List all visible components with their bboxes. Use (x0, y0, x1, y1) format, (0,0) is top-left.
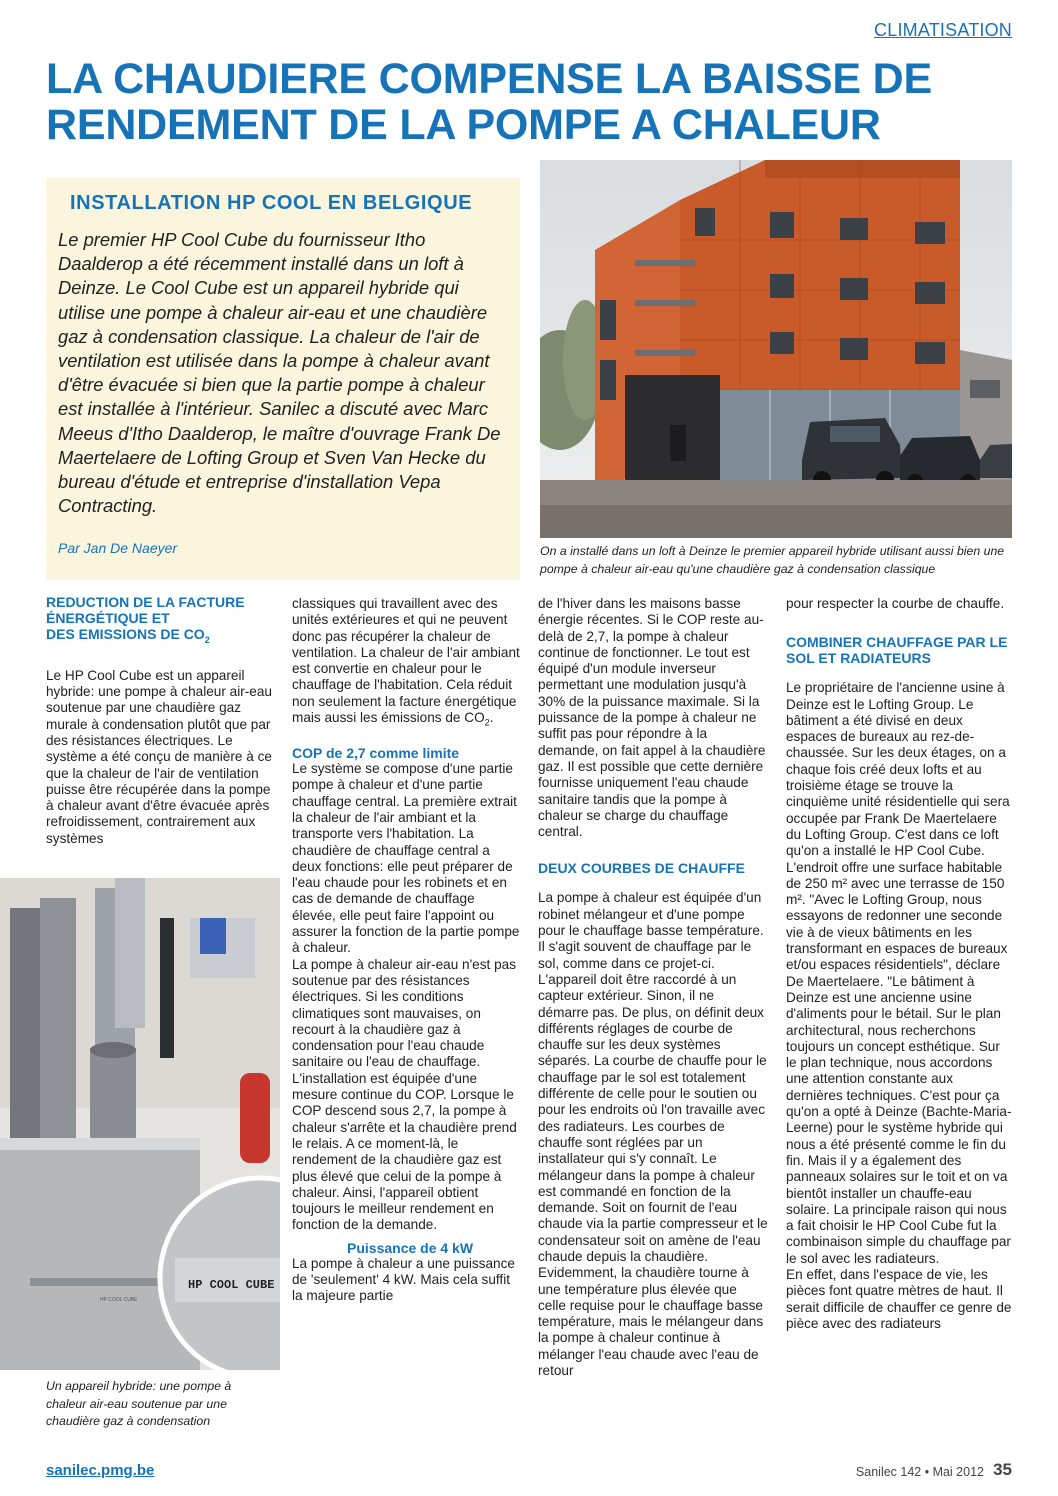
headline (46, 56, 1026, 148)
author-byline: Par Jan De Naeyer (58, 540, 178, 556)
col4-paragraph-2: Le propriétaire de l'ancienne usine à Deinze est le Lofting Group. Le bâtiment a été divisé en deux espaces de bureaux au rez-de-chaussée. Sur les deux étages, on a chaque fois créé deux lofts et au troisième étage se trouve la cinquième unité résidentielle qui sera occupée par Frank De Maertelaere du Lofting Group. C'est dans ce loft qu'on a installé le HP Cool Cube. L'endroit offre une surface habitable de 250 m² avec une terrasse de 150 m². "Avec le Lofting Group, nous essayons de redonner une seconde vie à de vieux bâtiments en les transformant en espaces de bureaux et/ou espaces résidentiels", déclare De Maertelaere. "Le bâtiment à Deinze est une ancienne usine d'aliments pour le bétail. Sur le plan architectural, nous recherchons toujours un concept esthétique. Sur le plan technique, nous accordons une attention constante aux dernières techniques. C'est pour ça qu'on a opté à Deinze (Bachte-Maria-Leerne) pour le système hybride qui nous a été présenté comme le fin du fin. Mais il y a également des panneaux solaires sur le toit et on va bientôt installer un chauffe-eau solaire. La principale raison qui nous a fait choisir le HP Cool Cube fut la combinaison simple du chauffage par le sol avec les radiateurs. (786, 680, 1012, 1266)
footer-issue: Sanilec 142 • Mai 2012 (855, 1465, 984, 1479)
column-3 (538, 596, 768, 1379)
col2-co2-subscript: 2 (484, 717, 490, 728)
col4-heading: COMBINER CHAUFFAGE PAR LE SOL ET RADIATEURS (786, 634, 1008, 667)
col1-heading-line-1: REDUCTION DE LA FACTURE ÉNERGÉTIQUE ET (46, 594, 245, 626)
col2-paragraph-1 (292, 596, 520, 731)
unit-inset-label: HP COOL CUBE (188, 1278, 275, 1292)
building-photo (540, 160, 1012, 538)
intro-text: Le premier HP Cool Cube du fournisseur Itho Daalderop a été récemment installé dans un loft à Deinze. Le Cool Cube est un appareil hybride qui utilise une pompe à chaleur air-eau et une chaudière gaz à condensation classique. La chaleur de l'air de ventilation est utilisée dans la pompe à chaleur avant d'être évacuée si bien que la partie pompe à chaleur est installée à l'intérieur. Sanilec a discuté avec Marc Meeus d'Itho Daalderop, le maître d'ouvrage Frank De Maertelaere de Lofting Group et Sven Van Hecke du bureau d'étude et entreprise d'installation Vepa Contracting. (58, 229, 501, 517)
col2-paragraph-4: La pompe à chaleur a une puissance de 'seulement' 4 kW. Mais cela suffit la majeure partie (292, 1255, 515, 1304)
col1-paragraph-1: Le HP Cool Cube est un appareil hybride: une pompe à chaleur air-eau soutenue par une chaudière gaz murale à condensation plutôt que par des résistances électriques. Le système a été conçu de manière à ce que la chaleur de l'air de ventilation puisse être récupérée dans la pompe à chaleur avant d'être évacuée après refroidissement, contrairement aux systèmes (46, 667, 272, 846)
col4-paragraph-1: pour respecter la courbe de chauffe. (786, 596, 1005, 611)
footer-site-link[interactable]: sanilec.pmg.be (46, 1462, 155, 1479)
headline-line-1: LA CHAUDIERE COMPENSE LA BAISSE DE (46, 55, 932, 103)
boiler-photo-caption: Un appareil hybride: une pompe à chaleur air-eau soutenue par une chaudière gaz à condensation (46, 1379, 232, 1428)
boiler-photo (0, 878, 280, 1370)
col2-paragraph-1-text: classiques qui travaillent avec des unités extérieures et qui ne peuvent donc pas récupérer la chaleur de ventilation. La chaleur de l'air ambiant est convertie en chaleur pour le chauffage de l'habitation. Cela réduit non seulement la facture énergétique mais aussi les émissions de CO (292, 596, 520, 726)
intro-title: INSTALLATION HP COOL EN BELGIQUE (70, 192, 473, 214)
col2-paragraph-1-end: . (489, 710, 494, 726)
col1-heading-line-2 (46, 626, 274, 648)
col4-paragraph-3: En effet, dans l'espace de vie, les pièces font quatre mètres de haut. Il serait difficile de chauffer ce genre de pièce avec des radiateurs (786, 1266, 1012, 1331)
col3-heading: DEUX COURBES DE CHAUFFE (538, 860, 745, 877)
col2-paragraph-2: Le système se compose d'une partie pompe à chaleur et d'une partie chauffage central. La première extrait la chaleur de l'air ambiant et la transporte vers l'habitation. La chaudière de chauffage central a deux fonctions: elle peut préparer de l'eau chaude pour les robinets et en cas de demande de chauffage élevée, elle peut faire l'appoint ou assurer la fonction de la partie pompe à chaleur. (292, 761, 520, 956)
col1-heading-text: DES EMISSIONS DE CO (46, 626, 205, 642)
column-2 (292, 596, 520, 1305)
footer-page-number: 35 (993, 1460, 1012, 1479)
column-1 (46, 594, 274, 847)
col3-paragraph-1: de l'hiver dans les maisons basse énergie récentes. Si le COP reste au-delà de 2,7, la pompe à chaleur continue de fonctionner. Le tout est équipé d'un module inverseur permettant une modulation jusqu'à 30% de la puissance maximale. Si la puissance de la pompe à chaleur ne suffit pas pour répondre à la demande, on fait appel à la chaudière gaz. Il est possible que cette dernière fournisse uniquement l'eau chaude sanitaire tandis que la pompe à chaleur se charge du chauffage central. (538, 596, 766, 840)
headline-line-2: RENDEMENT DE LA POMPE A CHALEUR (46, 101, 881, 149)
section-label: CLIMATISATION (874, 20, 1012, 40)
col2-heading-cop: COP de 2,7 comme limite (292, 745, 460, 762)
column-4 (786, 596, 1012, 1332)
col2-paragraph-3: La pompe à chaleur air-eau n'est pas soutenue par des résistances électriques. Si les conditions climatiques sont mauvaises, on recourt à la chaudière gaz à condensation pour l'eau chaude sanitaire ou l'eau de chauffage. L'installation est équipée d'une mesure continue du COP. Lorsque le COP descend sous 2,7, la pompe à chaleur s'arrête et la chaudière prend le relais. A ce moment-là, le rendement de la chaudière gaz est plus élevé que celui de la pompe à chaleur. Ainsi, l'appareil obtient toujours le meilleur rendement en fonction de la demande. (292, 956, 517, 1233)
building-photo-caption: On a installé dans un loft à Deinze le premier appareil hybride utilisant aussi bien une pompe à chaleur air-eau qu'une chaudière gaz à condensation classique (540, 544, 1005, 576)
unit-small-label: HP COOL CUBE (100, 1297, 138, 1303)
col2-heading-power: Puissance de 4 kW (347, 1239, 474, 1256)
col1-heading-subscript: 2 (204, 634, 210, 645)
col3-paragraph-2: La pompe à chaleur est équipée d'un robinet mélangeur et d'une pompe pour le chauffage basse température. Il s'agit souvent de chauffage par le sol, comme dans ce projet-ci. L'appareil doit être raccordé à un capteur extérieur. Sinon, il ne démarre pas. De plus, on définit deux différents réglages de courbe de chauffe sur les deux systèmes séparés. La courbe de chauffe pour le chauffage par le sol est totalement différente de celle pour le soutien ou pour les endroits où l'on travaille avec des radiateurs. Les courbes de chauffe sont réglées par un installateur qui s'y connaît. Le mélangeur dans la pompe à chaleur est commandé en fonction de la demande. Soit on fournit de l'eau chaude via la partie compresseur et le condensateur soit on amène de l'eau chaude depuis la chaudière. Evidemment, la chaudière tourne à une température plus élevée que celle requise pour le chauffage basse température, mais le mélangeur dans la pompe à chaleur continue à mélanger l'eau chaude avec l'eau de retour (538, 890, 768, 1379)
